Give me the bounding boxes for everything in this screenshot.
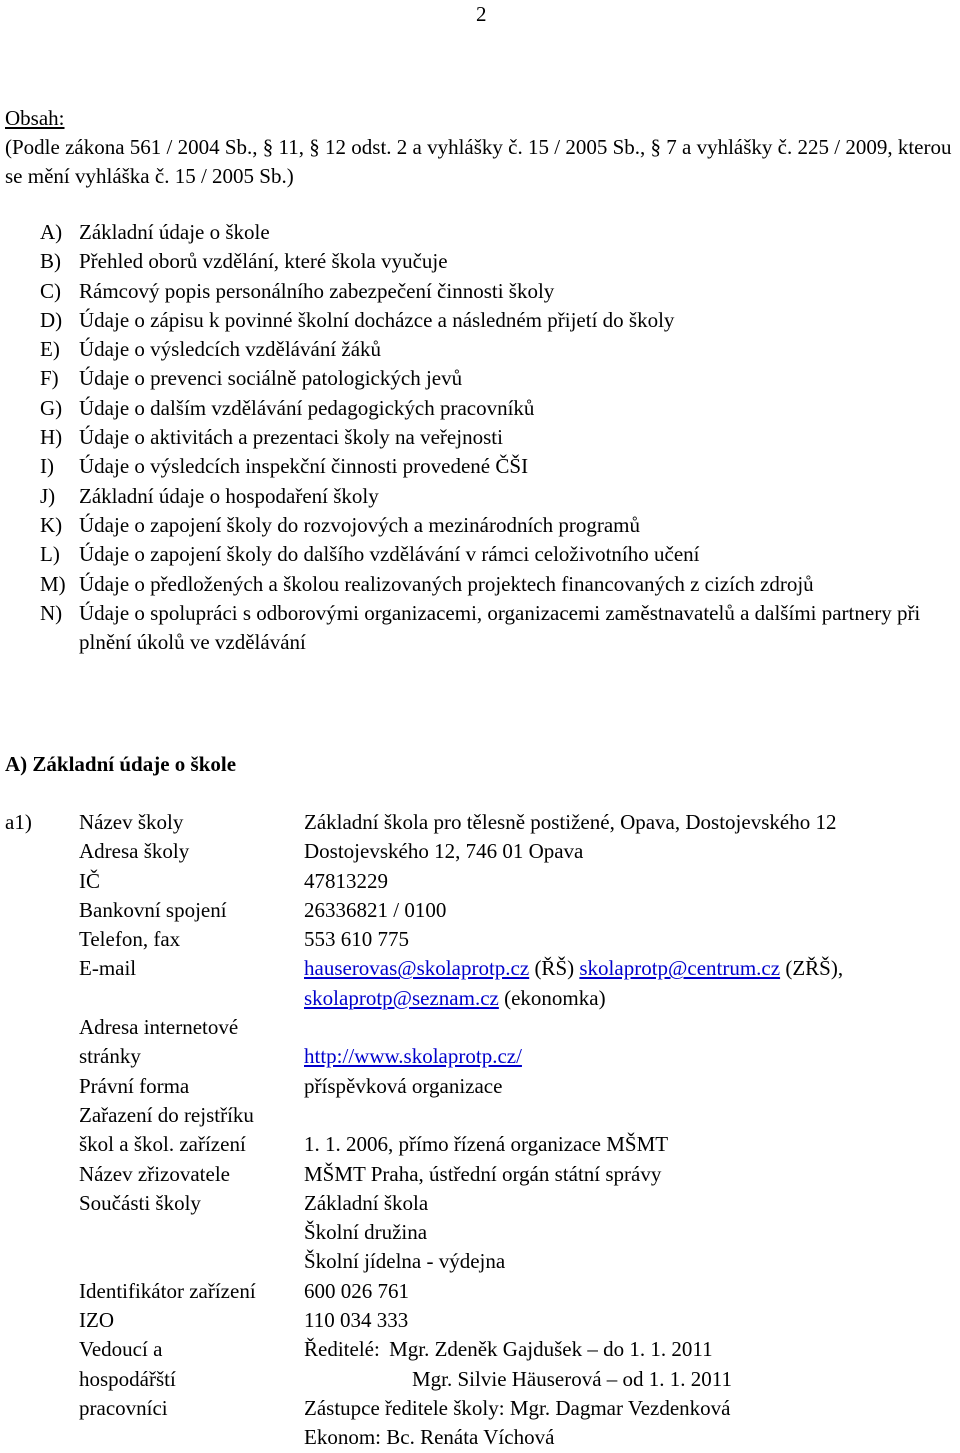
table-of-contents (40, 218, 940, 657)
toc-item (40, 364, 940, 393)
toc-text: Údaje o výsledcích vzdělávání žáků (79, 337, 382, 362)
toc-letter: M) (40, 571, 66, 596)
toc-letter: G) (40, 395, 63, 420)
toc-letter: E) (40, 337, 60, 362)
toc-text: Základní údaje o hospodaření školy (79, 483, 379, 508)
table-row (79, 1306, 955, 1335)
email-value (304, 954, 955, 1013)
toc-letter: D) (40, 307, 63, 332)
toc-item (40, 218, 940, 247)
toc-letter: B) (40, 249, 61, 274)
email-link-deputy[interactable]: skolaprotp@centrum.cz (579, 956, 781, 981)
row-label (79, 1335, 304, 1452)
toc-text: Rámcový popis personálního zabezpečení činnosti školy (79, 278, 555, 303)
row-label: Součásti školy (79, 1190, 201, 1215)
row-label: IČ (79, 868, 100, 893)
ic-value: 47813229 (304, 868, 388, 893)
row-label (79, 1013, 304, 1072)
toc-text: Údaje o zápisu k povinné školní docházce a následném přijetí do školy (79, 307, 675, 332)
director-entry: Mgr. Silvie Häuserová – od 1. 1. 2011 (412, 1366, 733, 1391)
row-label: Adresa školy (79, 839, 190, 864)
toc-letter: I) (40, 454, 54, 479)
row-label-line: škol a škol. zařízení (79, 1132, 246, 1157)
table-row (79, 1189, 955, 1277)
toc-item (40, 335, 940, 364)
table-row (79, 867, 955, 896)
toc-item (40, 277, 940, 306)
row-label-line: Zařazení do rejstříku (79, 1102, 254, 1127)
legal-form-value: příspěvková organizace (304, 1073, 503, 1098)
row-label: Právní forma (79, 1073, 190, 1098)
toc-text: Údaje o prevenci sociálně patologických jevů (79, 366, 463, 391)
founder-value: MŠMT Praha, ústřední orgán státní správy (304, 1161, 662, 1186)
school-part: Základní škola (304, 1190, 429, 1215)
row-label-line: Adresa internetové (79, 1015, 239, 1040)
toc-text: Základní údaje o škole (79, 220, 270, 244)
toc-item (40, 423, 940, 452)
school-info-table (79, 808, 955, 1453)
row-label: Identifikátor zařízení (79, 1278, 256, 1303)
toc-letter: F) (40, 366, 59, 391)
table-row (79, 837, 955, 866)
table-row (79, 1277, 955, 1306)
toc-letter: K) (40, 512, 63, 537)
toc-text: Údaje o předložených a školou realizovaných projektech financovaných z cizích zdrojů (79, 571, 814, 596)
toc-item (40, 570, 940, 599)
table-row (79, 808, 955, 837)
directors-label: Ředitelé: (304, 1337, 380, 1362)
izo-value: 110 034 333 (304, 1308, 409, 1333)
toc-letter: C) (40, 278, 61, 303)
toc-text: Přehled oborů vzdělání, které škola vyučuje (79, 249, 448, 274)
row-label-line: stránky (79, 1044, 141, 1069)
management-value (304, 1335, 955, 1452)
row-label: E-mail (79, 956, 137, 981)
school-parts-value (304, 1189, 955, 1277)
row-label: IZO (79, 1308, 114, 1333)
toc-item (40, 247, 940, 276)
row-label-line: hospodářští (79, 1366, 176, 1391)
table-row (79, 925, 955, 954)
row-label: Název školy (79, 810, 184, 834)
row-label-line: pracovníci (79, 1395, 168, 1420)
toc-text: Údaje o dalším vzdělávání pedagogických pracovníků (79, 395, 535, 420)
school-name-value: Základní škola pro tělesně postižené, Opava, Dostojevského 12 (304, 810, 837, 834)
email-role: (ZŘŠ), (785, 956, 844, 981)
school-part: Školní družina (304, 1220, 428, 1245)
section-a-heading: A) Základní údaje o škole (5, 752, 237, 776)
registry-value: 1. 1. 2006, přímo řízená organizace MŠMT (304, 1132, 669, 1157)
economist-entry: Ekonom: Bc. Renáta Víchová (304, 1425, 555, 1450)
contents-title: Obsah: (5, 106, 65, 130)
deputy-entry: Zástupce ředitele školy: Mgr. Dagmar Vezdenková (304, 1395, 731, 1420)
bank-value: 26336821 / 0100 (304, 897, 447, 922)
toc-item (40, 511, 940, 540)
identifier-value: 600 026 761 (304, 1278, 409, 1303)
table-row (79, 896, 955, 925)
contents-intro (5, 104, 955, 191)
website-link[interactable]: http://www.skolaprotp.cz/ (304, 1044, 522, 1069)
toc-item (40, 306, 940, 335)
row-label-line: Vedoucí a (79, 1337, 163, 1362)
school-part: Školní jídelna - výdejna (304, 1249, 506, 1274)
toc-item (40, 482, 940, 511)
email-link-economist[interactable]: skolaprotp@seznam.cz (304, 985, 499, 1010)
toc-text: Údaje o spolupráci s odborovými organizacemi, organizacemi zaměstnavatelů a dalšími partnery při plnění úkolů ve vzdělávání (79, 600, 921, 655)
table-row (79, 954, 955, 1013)
row-label: Bankovní spojení (79, 897, 227, 922)
website-value (304, 1013, 955, 1072)
toc-item (40, 452, 940, 481)
page-number: 2 (476, 2, 487, 26)
toc-text: Údaje o zapojení školy do rozvojových a mezinárodních programů (79, 512, 640, 537)
toc-letter: J) (40, 483, 56, 508)
toc-text: Údaje o výsledcích inspekční činnosti provedené ČŠI (79, 454, 529, 479)
table-row (79, 1013, 955, 1072)
toc-letter: N) (40, 600, 63, 625)
table-row (79, 1101, 955, 1160)
email-link-director[interactable]: hauserovas@skolaprotp.cz (304, 956, 530, 981)
phone-value: 553 610 775 (304, 927, 409, 952)
row-label (79, 1101, 304, 1160)
toc-text: Údaje o zapojení školy do dalšího vzdělávání v rámci celoživotního učení (79, 542, 700, 567)
table-row (79, 1160, 955, 1189)
row-label: Telefon, fax (79, 927, 181, 952)
director-entry: Mgr. Zdeněk Gajdušek – do 1. 1. 2011 (389, 1337, 713, 1362)
toc-item (40, 394, 940, 423)
toc-letter: A) (40, 220, 63, 244)
address-value: Dostojevského 12, 746 01 Opava (304, 839, 584, 864)
toc-item (40, 540, 940, 569)
toc-letter: H) (40, 425, 63, 450)
toc-letter: L) (40, 542, 60, 567)
table-row (79, 1072, 955, 1101)
email-role: (ŘŠ) (534, 956, 575, 981)
legal-basis-text: (Podle zákona 561 / 2004 Sb., § 11, § 12 odst. 2 a vyhlášky č. 15 / 2005 Sb., § 7 a vyhlášky č. 225 / 2009, kterou se mění vyhláška č. 15 / 2005 Sb.) (5, 135, 952, 188)
row-label: Název zřizovatele (79, 1161, 230, 1186)
toc-text: Údaje o aktivitách a prezentaci školy na veřejnosti (79, 425, 503, 450)
toc-item (40, 599, 940, 658)
table-row (79, 1335, 955, 1452)
email-role: (ekonomka) (504, 985, 606, 1010)
subsection-number: a1) (5, 810, 32, 834)
